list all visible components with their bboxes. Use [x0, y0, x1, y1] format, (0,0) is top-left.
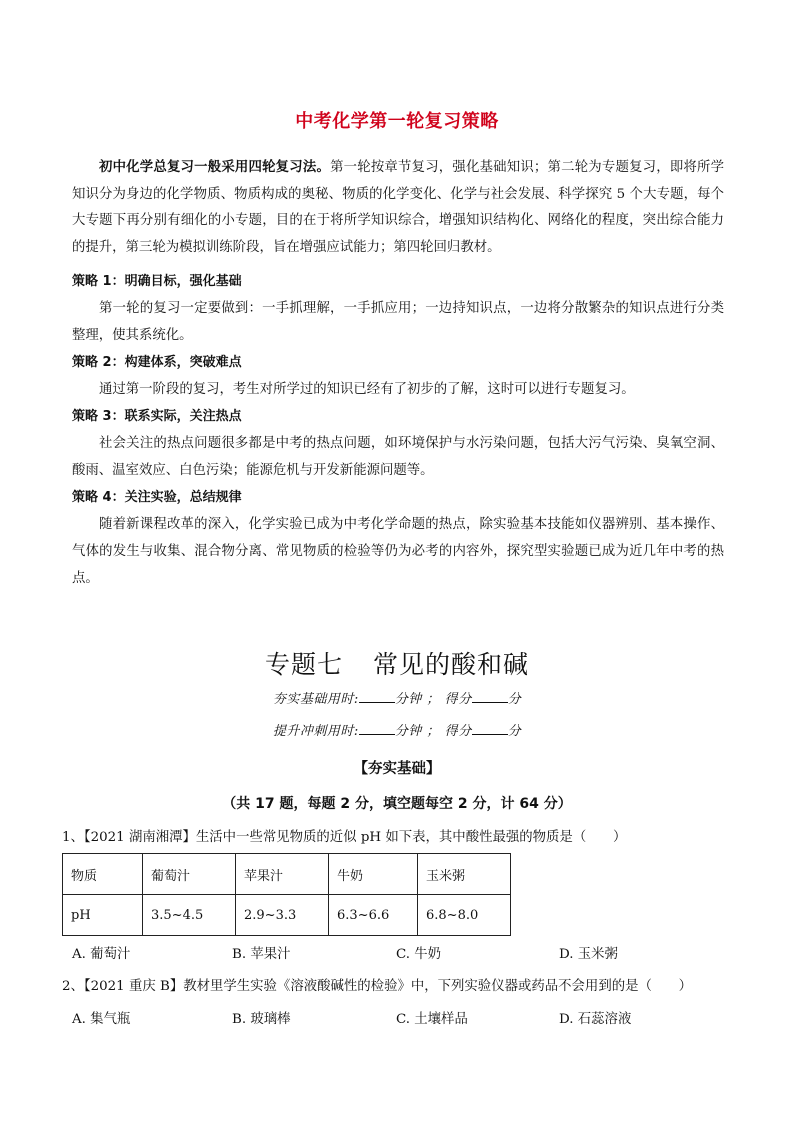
option-b[interactable]: B. 苹果汁 — [232, 947, 291, 962]
question-2: 2、【2021 重庆 B】教材里学生实验《溶液酸碱性的检验》中，下列实验仪器或药品不会用到的是（ ） — [62, 979, 693, 994]
document-title: 中考化学第一轮复习策略 — [295, 111, 499, 132]
ph-table — [62, 853, 511, 936]
score-blank — [472, 689, 508, 703]
table-cell: 6.8~8.0 — [418, 895, 511, 936]
topic-title — [0, 645, 794, 681]
question-source: 【2021 湖南湘潭】 — [83, 830, 196, 845]
score-blank — [472, 721, 508, 735]
table-header-cell: 苹果汁 — [236, 854, 329, 895]
table-header-cell: 物质 — [63, 854, 143, 895]
strategy-3 — [72, 403, 724, 484]
table-cell: pH — [63, 895, 143, 936]
strategy-body: 通过第一阶段的复习，考生对所学过的知识已经有了初步的了解，这时可以进行专题复习。 — [99, 382, 635, 397]
intro-lead: 初中化学总复习一般采用四轮复习法。 — [99, 159, 331, 175]
strategy-2 — [72, 349, 724, 403]
option-d[interactable]: D. 石蕊溶液 — [559, 1012, 632, 1027]
strategy-list — [72, 268, 724, 592]
section-note: （共 17 题，每题 2 分，填空题每空 2 分，计 64 分） — [222, 796, 572, 812]
strategy-4 — [72, 484, 724, 592]
minutes-blank — [359, 721, 395, 735]
strategy-heading: 策略 1：明确目标，强化基础 — [72, 274, 242, 289]
option-c[interactable]: C. 土壤样品 — [396, 1012, 468, 1027]
intro-paragraph — [72, 154, 724, 261]
option-c[interactable]: C. 牛奶 — [396, 947, 442, 962]
strategy-heading: 策略 3：联系实际，关注热点 — [72, 409, 242, 424]
table-header-cell: 牛奶 — [329, 854, 418, 895]
question-source: 【2021 重庆 B】 — [83, 979, 184, 994]
option-d[interactable]: D. 玉米粥 — [559, 947, 618, 962]
intro-rest: 第一轮按章节复习，强化基础知识；第二轮为专题复习，即将所学知识分为身边的化学物质、物质构成的奥秘、物质的化学变化、化学与社会发展、科学探究 5 个大专题，每个大专题下再分别有细化的小专题，目的在于将所学知识综合，增强知识结构化、网络化的程度，突出综合能力的提升，第三轮为模拟训练阶段，旨在增强应试能力；第四轮回归教材。 — [72, 160, 725, 255]
option-a[interactable]: A. 集气瓶 — [72, 1012, 131, 1027]
strategy-heading: 策略 4：关注实验，总结规律 — [72, 490, 242, 505]
option-a[interactable]: A. 葡萄汁 — [72, 947, 131, 962]
option-b[interactable]: B. 玻璃棒 — [232, 1012, 291, 1027]
time-line-basic: 夯实基础用时: 分钟 ； 得分 分 — [0, 688, 794, 707]
question-1: 1、【2021 湖南湘潭】生活中一些常见物质的近似 pH 如下表，其中酸性最强的物质是（ ） — [62, 830, 627, 845]
minutes-blank — [359, 689, 395, 703]
strategy-1 — [72, 268, 724, 349]
strategy-body: 第一轮的复习一定要做到：一手抓理解，一手抓应用；一边持知识点，一边将分散繁杂的知识点进行分类整理，使其系统化。 — [72, 301, 724, 343]
time-line-advanced: 提升冲刺用时: 分钟 ； 得分 分 — [0, 720, 794, 739]
table-row — [63, 895, 511, 936]
table-header-cell: 玉米粥 — [418, 854, 511, 895]
table-cell: 2.9~3.3 — [236, 895, 329, 936]
table-cell: 6.3~6.6 — [329, 895, 418, 936]
topic-number: 专题七 — [264, 650, 343, 679]
topic-name: 常见的酸和碱 — [373, 650, 530, 679]
table-header-cell: 葡萄汁 — [143, 854, 236, 895]
question-text: 教材里学生实验《溶液酸碱性的检验》中，下列实验仪器或药品不会用到的是（ ） — [183, 979, 693, 994]
table-row — [63, 854, 511, 895]
strategy-body: 社会关注的热点问题很多都是中考的热点问题，如环境保护与水污染问题，包括大污气污染、臭氧空洞、酸雨、温室效应、白色污染；能源危机与开发新能源问题等。 — [72, 436, 724, 478]
strategy-body: 随着新课程改革的深入，化学实验已成为中考化学命题的热点，除实验基本技能如仪器辨别、基本操作、气体的发生与收集、混合物分离、常见物质的检验等仍为必考的内容外，探究型实验题已成为近几年中考的热点。 — [72, 517, 724, 586]
table-cell: 3.5~4.5 — [143, 895, 236, 936]
question-text: 生活中一些常见物质的近似 pH 如下表，其中酸性最强的物质是（ ） — [195, 830, 627, 845]
section-heading: 【夯实基础】 — [353, 761, 441, 777]
strategy-heading: 策略 2：构建体系，突破难点 — [72, 355, 242, 370]
